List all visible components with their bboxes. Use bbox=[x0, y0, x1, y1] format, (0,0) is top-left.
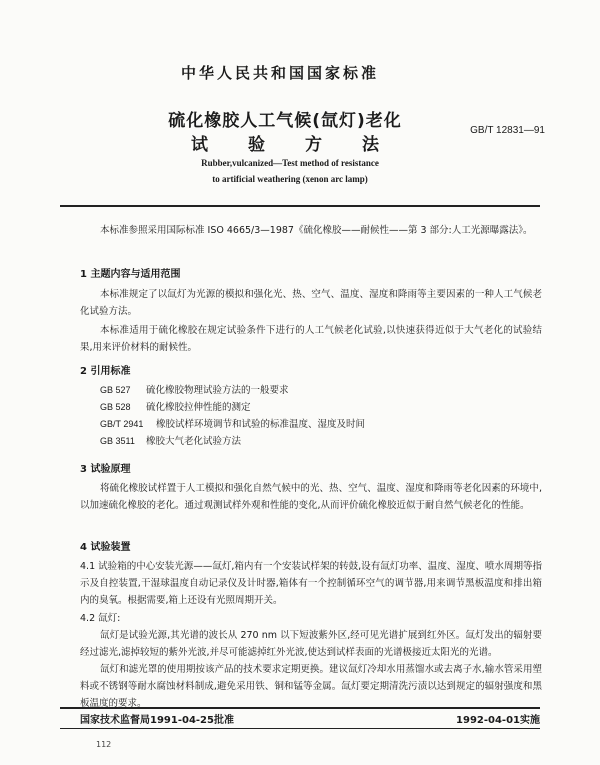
document-title-line2: 试验方法 bbox=[191, 135, 419, 155]
footer-divider bbox=[60, 707, 540, 709]
document-title: 硫化橡胶人工气候(氙灯)老化 bbox=[168, 111, 402, 131]
clause-4-2-heading: 4.2 氙灯: bbox=[80, 613, 121, 624]
english-title-line1: Rubber,vulcanized—Test method of resistance bbox=[201, 158, 379, 168]
header-divider bbox=[60, 205, 540, 207]
reference-item bbox=[100, 416, 365, 430]
clause-4-1: 4.1 试验箱的中心安装光源——氙灯,箱内有一个安装试样架的转鼓,设有氙灯功率、温度、湿度、喷水周期等指示及自控装置,干湿球温度自动记录仪及计时器,箱体有一个控制循环空气的调节器,用来调节黑板温度和排出箱内的臭氧。根据需要,箱上还设有光照周期开关。 bbox=[80, 561, 542, 606]
reference-code: GB 3511 bbox=[100, 436, 135, 446]
reference-title: 橡胶试样环境调节和试验的标准温度、湿度及时间 bbox=[156, 419, 366, 430]
section-1-heading: 1 主题内容与适用范围 bbox=[80, 269, 181, 280]
section-3-heading: 3 试验原理 bbox=[80, 464, 131, 475]
reference-item bbox=[100, 399, 251, 413]
footer-rule bbox=[60, 728, 540, 729]
reference-title: 硫化橡胶物理试验方法的一般要求 bbox=[146, 385, 289, 396]
section-1-paragraph-1: 本标准规定了以氙灯为光源的模拟和强化光、热、空气、温度、湿度和降雨等主要因素的一种人工气候老化试验方法。 bbox=[80, 289, 542, 317]
effective-date: 1992-04-01实施 bbox=[456, 715, 540, 726]
reference-item bbox=[100, 382, 289, 396]
clause-4-2-paragraph-1: 氙灯是试验光源,其光谱的波长从 270 nm 以下短波紫外区,经可见光谱扩展到红外区。氙灯发出的辐射要经过滤光,滤掉较短的紫外光波,并尽可能滤掉红外光波,使达到试样表面的光谱极接近太阳光的光谱。 bbox=[80, 630, 542, 658]
reference-code: GB/T 2941 bbox=[100, 419, 144, 429]
intro-paragraph: 本标准参照采用国际标准 ISO 4665/3—1987《硫化橡胶——耐候性——第 3 部分:人工光源曝露法》。 bbox=[100, 225, 533, 236]
reference-code: GB 528 bbox=[100, 402, 131, 412]
section-1-paragraph-2: 本标准适用于硫化橡胶在规定试验条件下进行的人工气候老化试验,以快速获得近似于大气老化的试验结果,用来评价材料的耐候性。 bbox=[80, 325, 542, 353]
issuing-authority: 中华人民共和国国家标准 bbox=[180, 64, 379, 82]
english-title-line2: to artificial weathering (xenon arc lamp) bbox=[212, 174, 368, 184]
clause-4-2-paragraph-2: 氙灯和滤光罩的使用期按该产品的技术要求定期更换。建议氙灯冷却水用蒸馏水或去离子水,输水管采用塑料或不锈钢等耐水腐蚀材料制成,避免采用铁、铜和锰等金属。氙灯要定期清洗污渍以达到规定的辐射强度和黑板温度的要求。 bbox=[80, 664, 542, 709]
reference-title: 硫化橡胶拉伸性能的测定 bbox=[146, 402, 251, 413]
standard-number: GB/T 12831—91 bbox=[470, 125, 545, 136]
reference-title: 橡胶大气老化试验方法 bbox=[146, 436, 242, 447]
reference-item bbox=[100, 433, 241, 447]
section-4-heading: 4 试验装置 bbox=[80, 542, 131, 553]
section-3-paragraph: 将硫化橡胶试样置于人工模拟和强化自然气候中的光、热、空气、温度、湿度和降雨等老化因素的环境中,以加速硫化橡胶的老化。通过观测试样外观和性能的变化,从而评价硫化橡胶近似于耐自然气候老化的性能。 bbox=[80, 483, 542, 511]
page-number: 112 bbox=[96, 740, 112, 749]
reference-code: GB 527 bbox=[100, 385, 131, 395]
approval-date: 国家技术监督局1991-04-25批准 bbox=[80, 715, 234, 726]
section-2-heading: 2 引用标准 bbox=[80, 366, 131, 377]
